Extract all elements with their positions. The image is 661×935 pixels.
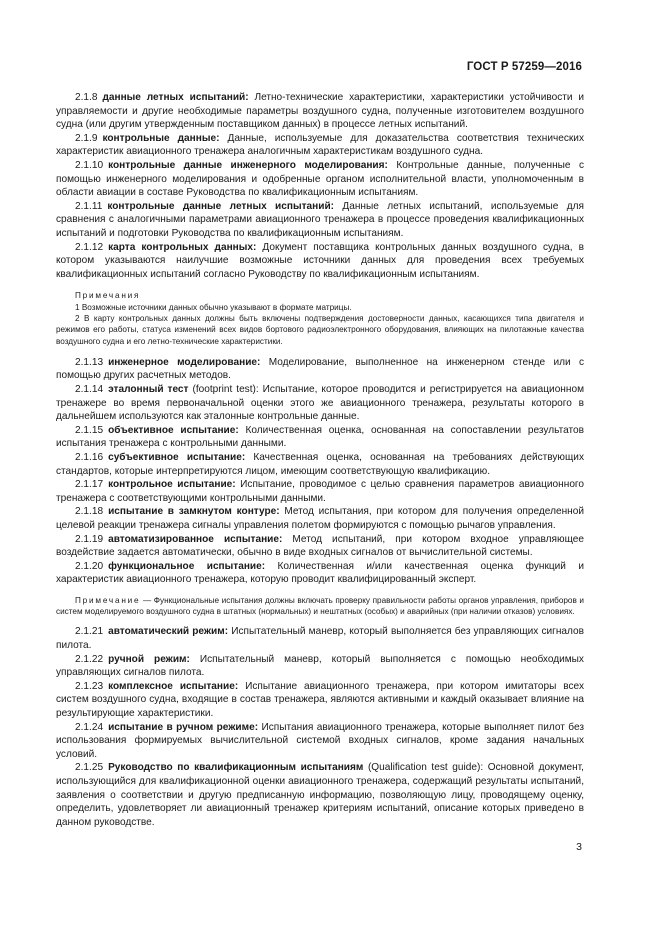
note-item: Примечание — Функциональные испытания должны включать проверку правильности работы органов управления, приборов и систем моделируемого воздушного судна в штатных (нормальных) и нештатных (особых) и аварийных (при наличии отказов) условиях. (56, 595, 584, 617)
note-item: 2 В карту контрольных данных должны быть включены подтверждения достоверности данных, касающихся типа двигателя и режимов его работы, статуса изменений всех видов бортового радиоэлектронного оборудования, влияющих на пилотажные качества воздушного судна и его летно-технические характеристики. (56, 313, 584, 346)
terms-group-1 (56, 91, 584, 281)
term-paragraph: 2.1.21 автоматический режим: Испытательный маневр, который выполняется без управляющих сигналов пилота. (56, 626, 584, 652)
notes-heading: Примечания (75, 291, 141, 301)
term-paragraph: 2.1.13 инженерное моделирование: Моделирование, выполненное на инженерном стенде или с помощью других расчетных методов. (56, 356, 585, 382)
document-header: ГОСТ Р 57259—2016 (466, 61, 582, 73)
terms-group-2 (56, 356, 584, 587)
note-item: 1 Возможные источники данных обычно указывают в формате матрицы. (75, 302, 352, 312)
term-paragraph: 2.1.20 функциональное испытание: Количественная и/или качественная оценка функций и характеристик авиационного тренажера, которую проводит квалифицированный эксперт. (56, 560, 584, 586)
notes-block-2 (56, 595, 584, 618)
page-number: 3 (576, 841, 582, 853)
term-paragraph: 2.1.18 испытание в замкнутом контуре: Метод испытания, при котором для получения определенной целевой реакции тренажера сигналы управления полетом формируются с помощью рычагов управления. (56, 506, 584, 531)
term-paragraph: 2.1.12 карта контрольных данных: Документ поставщика контрольных данных воздушного судна, в котором указываются наилучшие возможные источники данных для проведения всех требуемых квалификационных испытаний согласно Руководству по квалификационным испытаниям. (56, 241, 584, 280)
notes-block-1 (56, 290, 584, 346)
term-paragraph: 2.1.9 контрольные данные: Данные, используемые для доказательства соответствия технических характеристик авиационного тренажера аналогичным характеристикам воздушного судна. (56, 132, 584, 158)
term-paragraph: 2.1.11 контрольные данные летных испытаний: Данные летных испытаний, используемые для сравнения с аналогичными параметрами авиационного тренажера в процессе проведения квалификационных испытаний и подготовки Руководства по квалификационным испытаниям. (56, 200, 584, 239)
terms-group-3 (56, 625, 584, 829)
term-paragraph: 2.1.17 контрольное испытание: Испытание, проводимое с целью сравнения параметров авиационного тренажера с соответствующими контрольными данными. (56, 479, 585, 504)
term-paragraph: 2.1.14 эталонный тест (footprint test): Испытание, которое проводится и регистрируется на авиационном тренажере во время первоначальной оценки этого же авиационного тренажера, результаты которого в дальнейшем используются как эталонные контрольные данные. (56, 383, 585, 423)
term-paragraph: 2.1.25 Руководство по квалификационным испытаниям (Qualification test guide): Основной документ, использующийся для квалификационной оценки авиационного тренажера, содержащий результаты испытаний, заявления о соответствии и другую предписанную информацию, позволяющую лицу, проводящему оценку, определить, удовлетворяет ли авиационный тренажер критериям испытаний, описание которых приведено в данном руководстве. (56, 762, 584, 828)
term-paragraph: 2.1.10 контрольные данные инженерного моделирования: Контрольные данные, полученные с помощью инженерного моделирования и одобренные органом исполнительной власти, уполномоченным в области авиации в составе Руководства по квалификационным испытаниям. (56, 159, 584, 199)
term-paragraph: 2.1.16 субъективное испытание: Качественная оценка, основанная на требованиях действующих стандартов, которые интерпретируются лицом, имеющим соответствующую квалификацию. (56, 451, 584, 477)
note-heading: Примечание (75, 595, 141, 605)
term-paragraph: 2.1.23 комплексное испытание: Испытание авиационного тренажера, при котором имитаторы всех систем воздушного судна, входящие в состав тренажера, являются активными и каждый оказывает влияние на результирующие характеристики. (56, 680, 584, 720)
term-paragraph: 2.1.22 ручной режим: Испытательный маневр, который выполняется с помощью необходимых управляющих сигналов пилота. (56, 653, 584, 679)
term-paragraph: 2.1.24 испытание в ручном режиме: Испытания авиационного тренажера, которые выполняет пилот без использования формируемых вычислительной системой входных сигналов, кроме задания начальных условий. (56, 721, 584, 760)
term-paragraph: 2.1.8 данные летных испытаний: Летно-технические характеристики, характеристики устойчивости и управляемости и другие необходимые параметры воздушного судна, полученные изготовителем воздушного судна (или другим утвержденным поставщиком данных) в процессе летных испытаний. (56, 92, 584, 131)
term-paragraph: 2.1.19 автоматизированное испытание: Метод испытаний, при котором входное управляющее воздействие задается автоматически, обычно в виде входных сигналов от вычислительной системы. (56, 533, 584, 559)
document-body (56, 91, 584, 829)
term-paragraph: 2.1.15 объективное испытание: Количественная оценка, основанная на сопоставлении результатов испытания тренажера с контрольными данными. (56, 424, 584, 450)
